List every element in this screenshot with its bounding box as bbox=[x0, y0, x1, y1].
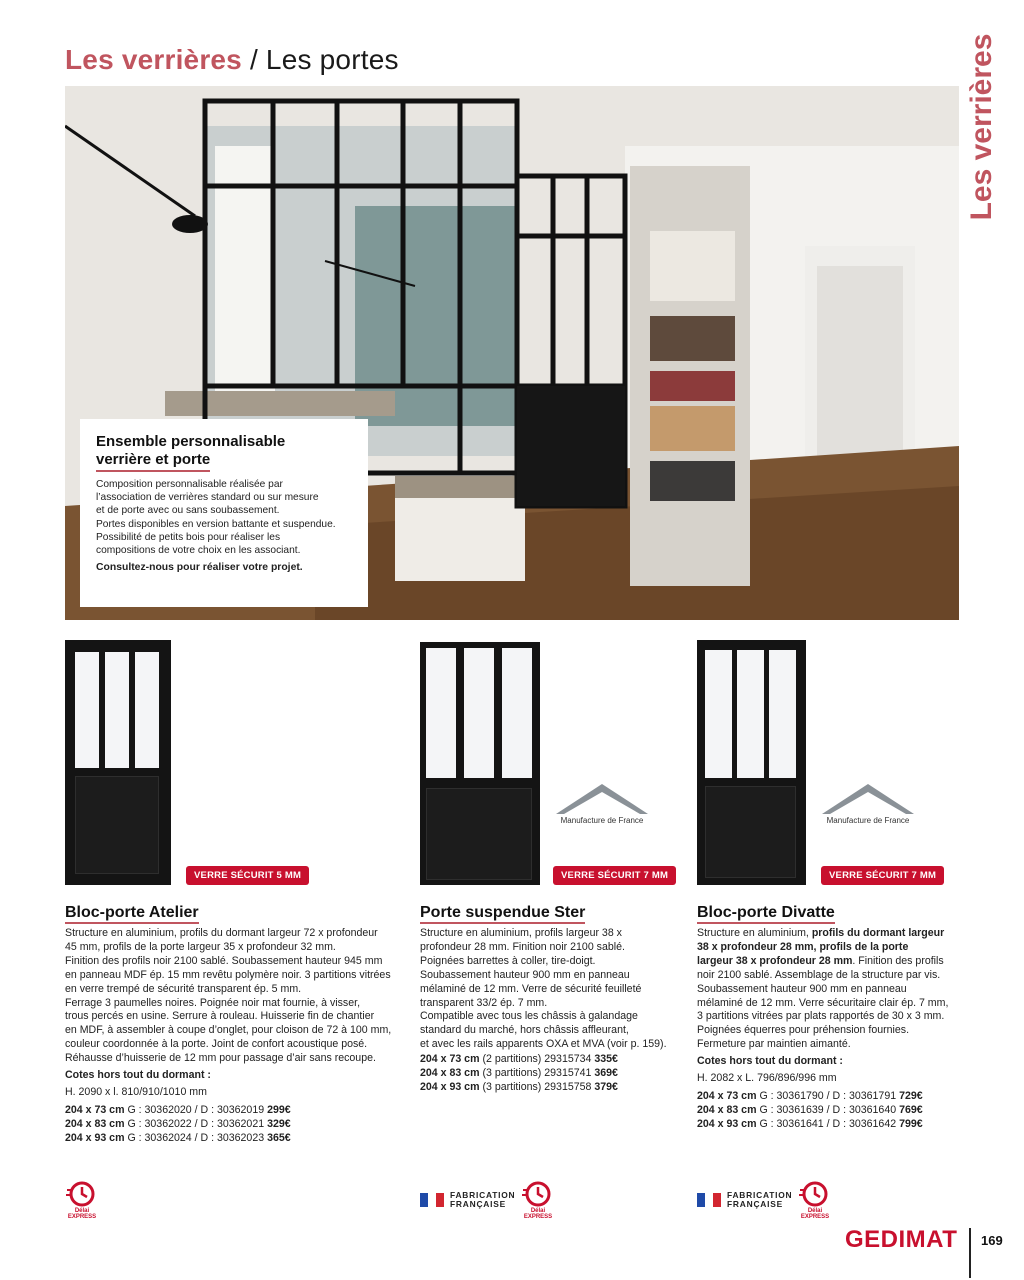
row-size: 204 x 73 cm bbox=[697, 1089, 757, 1102]
divatte-manufacture-logo bbox=[818, 776, 918, 836]
desc-bold: 38 x profondeur 28 mm, profils de la porte bbox=[697, 940, 909, 953]
price-row bbox=[65, 1104, 405, 1118]
page-number: 169 bbox=[981, 1233, 1003, 1248]
row-price: 379€ bbox=[594, 1080, 618, 1093]
hero-photo bbox=[65, 86, 959, 620]
hero-body-line: Portes disponibles en version battante et suspendue. bbox=[96, 518, 336, 530]
desc-line: trous percés en usine. Serrure à rouleau. Huisserie fin de chantier bbox=[65, 1010, 375, 1023]
dims-label: Cotes hors tout du dormant : bbox=[65, 1069, 211, 1082]
desc-line: Structure en aluminium, profils largeur 38 x bbox=[420, 927, 622, 939]
dims-value: H. 2082 x L. 796/896/996 mm bbox=[697, 1072, 837, 1085]
row-price: 365€ bbox=[267, 1131, 291, 1144]
hero-body-line: Possibilité de petits bois pour réaliser les bbox=[96, 531, 281, 543]
row-ref: (2 partitions) 29315734 bbox=[482, 1053, 592, 1066]
row-ref: G : 30362022 / D : 30362021 bbox=[127, 1117, 265, 1130]
ster-door-image bbox=[420, 642, 540, 885]
row-size: 204 x 93 cm bbox=[420, 1080, 480, 1093]
row-size: 204 x 93 cm bbox=[65, 1131, 125, 1144]
divatte-fabrication-francaise bbox=[697, 1189, 807, 1211]
desc-bold: profils du dormant largeur bbox=[811, 927, 945, 939]
ster-express-icon bbox=[521, 1180, 555, 1220]
roof-logo-icon bbox=[552, 776, 652, 816]
atelier-door-image bbox=[65, 640, 171, 885]
express-line1: Délai bbox=[807, 1208, 823, 1214]
divatte-description bbox=[697, 927, 967, 1132]
price-row bbox=[65, 1118, 405, 1132]
ster-fabrication-francaise bbox=[420, 1189, 530, 1211]
dims-value: H. 2090 x l. 810/910/1010 mm bbox=[65, 1085, 207, 1098]
hero-body-line: et de porte avec ou sans soubassement. bbox=[96, 505, 280, 517]
desc-line: mélaminé de 12 mm. Verre sécuritaire clair ép. 7 mm, bbox=[697, 996, 949, 1009]
hero-cta: Consultez-nous pour réaliser votre projet. bbox=[96, 562, 303, 574]
atelier-title bbox=[65, 904, 199, 922]
desc-bold: largeur 38 x profondeur 28 mm bbox=[697, 954, 853, 967]
express-line2: EXPRESS bbox=[800, 1214, 830, 1220]
side-section-tab bbox=[962, 32, 1002, 222]
desc-line: Soubassement hauteur 900 mm en panneau bbox=[420, 968, 630, 981]
desc-line: Structure en aluminium, profils du dormant largeur 72 x profondeur bbox=[65, 927, 378, 939]
row-size: 204 x 83 cm bbox=[697, 1103, 757, 1116]
desc-line: noir 2100 sablé. Assemblage de la structure par vis. bbox=[697, 968, 941, 981]
desc-line: Réhausse d’huisserie de 12 mm pour passage d’air sans recoupe. bbox=[65, 1052, 376, 1065]
row-ref: (3 partitions) 29315758 bbox=[482, 1080, 592, 1093]
desc-line: Compatible avec tous les châssis à galandage bbox=[420, 1010, 638, 1023]
page-number-divider bbox=[969, 1228, 971, 1278]
price-row bbox=[65, 1132, 405, 1146]
desc-text: . Finition des profils bbox=[852, 954, 944, 967]
row-price: 335€ bbox=[594, 1053, 618, 1066]
hero-caption-box bbox=[80, 419, 368, 607]
desc-line: 3 partitions vitrées par plats rapportés de 30 x 3 mm. bbox=[697, 1010, 945, 1023]
divatte-title bbox=[697, 904, 835, 922]
row-size: 204 x 73 cm bbox=[420, 1053, 480, 1066]
price-row bbox=[697, 1090, 967, 1104]
express-line2: EXPRESS bbox=[523, 1214, 553, 1220]
row-size: 204 x 93 cm bbox=[697, 1117, 757, 1130]
hero-body-line: l’association de verrières standard ou sur mesure bbox=[96, 492, 319, 504]
desc-line: transparent 33/2 ép. 7 mm. bbox=[420, 996, 548, 1009]
express-line1: Délai bbox=[74, 1208, 90, 1214]
desc-line: en verre trempé de sécurité transparent ép. 5 mm. bbox=[65, 982, 302, 995]
desc-line: en panneau MDF ép. 15 mm revêtu polymère noir. 3 partitions vitrées bbox=[65, 968, 391, 981]
desc-line: profondeur 28 mm. Finition noir 2100 sablé. bbox=[420, 940, 625, 953]
desc-line: Poignées équerres pour préhension fournies. bbox=[697, 1024, 910, 1037]
row-ref: G : 30362024 / D : 30362023 bbox=[127, 1131, 265, 1144]
row-ref: G : 30361641 / D : 30361642 bbox=[759, 1117, 897, 1130]
french-flag-icon bbox=[697, 1193, 721, 1207]
divatte-express-icon bbox=[798, 1180, 832, 1220]
desc-line: standard du marché, hors châssis affleurant, bbox=[420, 1024, 629, 1037]
atelier-glass-badge: VERRE SÉCURIT 5 MM bbox=[186, 866, 309, 885]
fab-line1: FABRICATION bbox=[450, 1190, 516, 1200]
gedimat-logo: GEDIMAT bbox=[845, 1226, 958, 1253]
desc-text: Structure en aluminium, bbox=[697, 927, 812, 939]
row-price: 299€ bbox=[267, 1103, 291, 1116]
row-ref: G : 30361639 / D : 30361640 bbox=[759, 1103, 897, 1116]
hero-title bbox=[96, 433, 352, 472]
title-accent: Les verrières bbox=[65, 44, 242, 75]
hero-title-line1: Ensemble personnalisable bbox=[96, 433, 286, 450]
fab-line2: FRANÇAISE bbox=[727, 1199, 784, 1209]
ster-title-text: Porte suspendue Ster bbox=[420, 904, 585, 924]
roof-logo-icon bbox=[818, 776, 918, 816]
desc-line: Fermeture par maintien aimanté. bbox=[697, 1038, 851, 1051]
divatte-door-image bbox=[697, 640, 806, 885]
desc-line: mélaminé de 12 mm. Verre de sécurité feuilleté bbox=[420, 982, 642, 995]
price-row bbox=[697, 1104, 967, 1118]
express-line2: EXPRESS bbox=[67, 1214, 97, 1220]
ster-manufacture-logo bbox=[552, 776, 652, 836]
atelier-title-text: Bloc-porte Atelier bbox=[65, 904, 199, 924]
row-price: 329€ bbox=[267, 1117, 291, 1130]
desc-line: 45 mm, profils de la porte largeur 35 x profondeur 32 mm. bbox=[65, 940, 336, 953]
ster-glass-badge: VERRE SÉCURIT 7 MM bbox=[553, 866, 676, 885]
atelier-express-icon bbox=[65, 1180, 99, 1220]
fab-line1: FABRICATION bbox=[727, 1190, 793, 1200]
hero-body-line: compositions de votre choix en les associant. bbox=[96, 545, 301, 557]
row-price: 369€ bbox=[594, 1067, 618, 1080]
title-separator: / bbox=[249, 44, 258, 75]
row-size: 204 x 73 cm bbox=[65, 1103, 125, 1116]
manufacture-text: Manufacture de France bbox=[826, 816, 910, 825]
desc-line: Poignées barrettes à coller, tire-doigt. bbox=[420, 954, 596, 967]
row-ref: G : 30362020 / D : 30362019 bbox=[127, 1103, 265, 1116]
side-tab-label: Les verrières bbox=[965, 33, 998, 221]
price-row bbox=[420, 1081, 680, 1095]
fab-line2: FRANÇAISE bbox=[450, 1199, 507, 1209]
ster-title bbox=[420, 904, 585, 922]
dims-label: Cotes hors tout du dormant : bbox=[697, 1055, 843, 1068]
desc-line: Finition des profils noir 2100 sablé. Soubassement hauteur 945 mm bbox=[65, 954, 383, 967]
hero-body-line: Composition personnalisable réalisée par bbox=[96, 479, 283, 490]
express-line1: Délai bbox=[530, 1208, 546, 1214]
hero-body bbox=[96, 478, 352, 557]
desc-line: couleur coordonnée à la porte. Joint de confort acoustique posé. bbox=[65, 1038, 368, 1051]
atelier-description bbox=[65, 927, 405, 1146]
row-price: 799€ bbox=[899, 1117, 923, 1130]
french-flag-icon bbox=[420, 1193, 444, 1207]
divatte-title-text: Bloc-porte Divatte bbox=[697, 904, 835, 924]
desc-line: en MDF, à assembler à coupe d’onglet, pour cloison de 72 à 100 mm, bbox=[65, 1024, 392, 1037]
page-title bbox=[65, 44, 399, 76]
divatte-glass-badge: VERRE SÉCURIT 7 MM bbox=[821, 866, 944, 885]
row-size: 204 x 83 cm bbox=[65, 1117, 125, 1130]
price-row bbox=[420, 1067, 680, 1081]
price-row bbox=[697, 1118, 967, 1132]
desc-line: Ferrage 3 paumelles noires. Poignée noir mat fournie, à visser, bbox=[65, 996, 361, 1009]
title-rest: Les portes bbox=[265, 44, 399, 75]
desc-line: et avec les rails apparents OXA et MVA (voir p. 159). bbox=[420, 1038, 667, 1051]
price-row bbox=[420, 1053, 680, 1067]
row-ref: (3 partitions) 29315741 bbox=[482, 1067, 592, 1080]
ster-description bbox=[420, 927, 680, 1095]
row-price: 769€ bbox=[899, 1103, 923, 1116]
desc-line: Soubassement hauteur 900 mm en panneau bbox=[697, 982, 907, 995]
row-size: 204 x 83 cm bbox=[420, 1067, 480, 1080]
row-price: 729€ bbox=[899, 1089, 923, 1102]
row-ref: G : 30361790 / D : 30361791 bbox=[759, 1089, 897, 1102]
manufacture-text: Manufacture de France bbox=[560, 816, 644, 825]
hero-title-line2: verrière et porte bbox=[96, 451, 210, 472]
